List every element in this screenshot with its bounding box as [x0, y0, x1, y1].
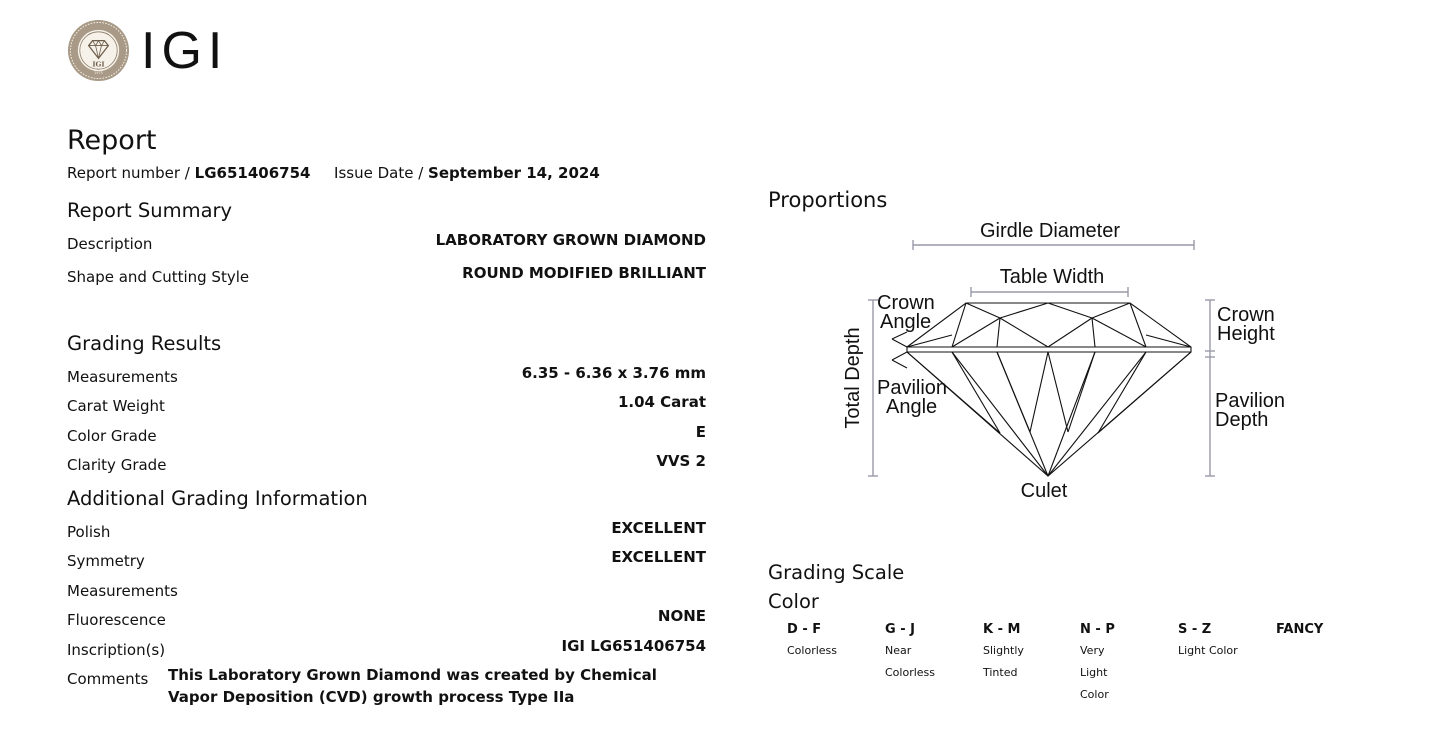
scale-item-g-j [885, 622, 945, 684]
color-grade-value: E [695, 423, 706, 441]
additional-info-heading: Additional Grading Information [67, 487, 368, 510]
comments-label: Comments [67, 670, 149, 688]
measurements-value: 6.35 - 6.36 x 3.76 mm [521, 364, 706, 382]
svg-text:IGI: IGI [92, 60, 105, 69]
scale-desc: Near Colorless [885, 644, 936, 679]
total-depth-label: Total Depth [842, 327, 864, 429]
issue-date-label: Issue Date / [334, 164, 424, 182]
polish-label: Polish [67, 523, 111, 541]
report-summary-heading: Report Summary [67, 199, 233, 222]
scale-range: K - M [983, 622, 1021, 637]
crown-angle-label-2: Angle [880, 311, 932, 333]
scale-desc: Very Light Color [1080, 644, 1109, 701]
svg-text:1975: 1975 [94, 71, 103, 76]
pavilion-angle-label-1: Pavilion [877, 377, 948, 399]
igi-wordmark: IGI [141, 22, 229, 80]
scale-range: S - Z [1178, 622, 1212, 637]
clarity-grade-value: VVS 2 [656, 452, 706, 470]
symmetry-label: Symmetry [67, 552, 145, 570]
pavilion-depth-label-1: Pavilion [1215, 390, 1286, 412]
symmetry-value: EXCELLENT [611, 548, 706, 566]
proportions-diagram [830, 210, 1300, 510]
shape-label: Shape and Cutting Style [67, 268, 250, 286]
crown-height-label-1: Crown [1217, 304, 1275, 326]
scale-range: N - P [1080, 622, 1115, 637]
scale-desc: Colorless [787, 644, 838, 657]
grading-scale-heading: Grading Scale [768, 561, 905, 584]
scale-item-k-m [983, 622, 1033, 684]
inscription-value: IGI LG651406754 [561, 637, 706, 655]
carat-weight-label: Carat Weight [67, 397, 165, 415]
scale-desc: Light Color [1178, 644, 1238, 657]
crown-angle-label-1: Crown [877, 292, 935, 314]
page-title: Report [67, 125, 157, 156]
girdle-diameter-label: Girdle Diameter [979, 220, 1121, 242]
fluorescence-label: Fluorescence [67, 611, 166, 629]
carat-weight-value: 1.04 Carat [617, 393, 706, 411]
report-number-label: Report number / [67, 164, 190, 182]
scale-range: D - F [787, 622, 822, 637]
fluorescence-value: NONE [657, 607, 706, 625]
scale-range: FANCY [1276, 622, 1324, 637]
pavilion-depth-label-2: Depth [1215, 409, 1269, 431]
color-subheading: Color [768, 590, 819, 613]
grading-results-heading: Grading Results [67, 332, 222, 355]
shape-value: ROUND MODIFIED BRILLIANT [462, 264, 706, 282]
scale-desc: Slightly Tinted [983, 644, 1024, 679]
diamond-outline [907, 303, 1191, 476]
description-value: LABORATORY GROWN DIAMOND [435, 231, 706, 249]
scale-item-s-z [1178, 622, 1268, 662]
scale-item-fancy [1276, 622, 1366, 637]
issue-date: September 14, 2024 [428, 164, 600, 182]
description-label: Description [67, 235, 153, 253]
measurements-label: Measurements [67, 368, 178, 386]
scale-range: G - J [885, 622, 915, 637]
angle-indicators [892, 332, 907, 368]
inscription-label: Inscription(s) [67, 641, 166, 659]
polish-value: EXCELLENT [611, 519, 706, 537]
color-grade-label: Color Grade [67, 427, 157, 445]
culet-label: Culet [1020, 480, 1068, 502]
comments-text: This Laboratory Grown Diamond was created by Chemical Vapor Deposition (CVD) growth process Type IIa [168, 666, 657, 706]
report-meta [67, 164, 600, 182]
report-number: LG651406754 [194, 164, 311, 182]
crown-height-label-2: Height [1217, 323, 1275, 345]
clarity-grade-label: Clarity Grade [67, 456, 167, 474]
measurements-2-label: Measurements [67, 582, 178, 600]
table-width-label: Table Width [999, 266, 1105, 288]
proportions-heading: Proportions [768, 188, 888, 212]
pavilion-angle-label-2: Angle [886, 396, 938, 418]
scale-item-d-f [787, 622, 877, 662]
igi-seal-logo [67, 19, 130, 82]
scale-item-n-p [1080, 622, 1135, 706]
